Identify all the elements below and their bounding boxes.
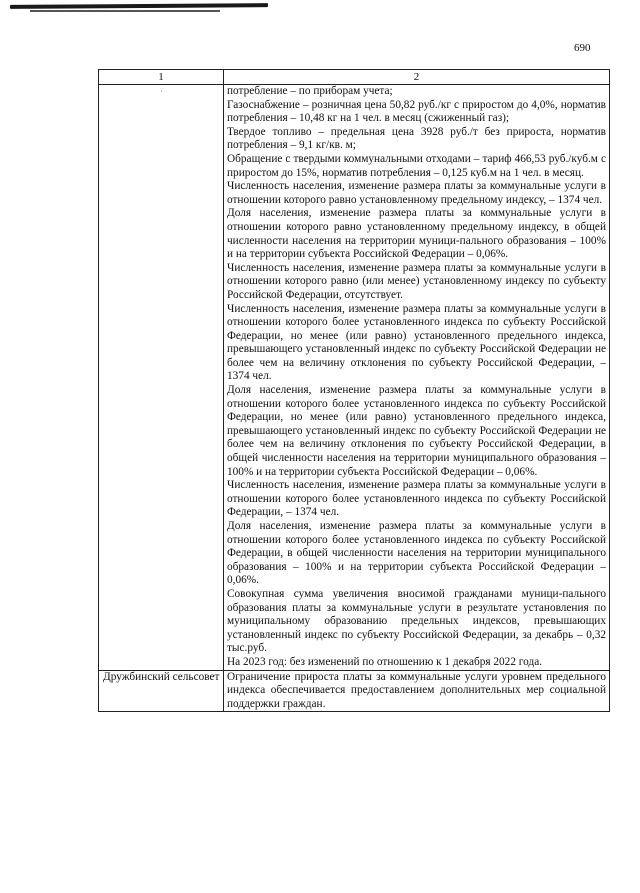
table-header-row [99,70,610,85]
paragraph: На 2023 год: без изменений по отношению к 1 декабря 2022 года. [227,655,543,668]
paragraph: Численность населения, изменение размера платы за коммунальные услуги в отношении которого более установленного индекса по субъекту Российской Федерации, но менее (или равно) установленного предельного индекса, превышающего установленный индекс по субъекту Российской Федерации не более чем на величину отклонения по субъекту Российской Федерации, – 1374 чел. [227,302,606,383]
paragraph: Численность населения, изменение размера платы за коммунальные услуги в отношении которого равно (или менее) установленному индексу по субъекту Российской Федерации, отсутствует. [227,261,606,301]
scan-dot: · [160,86,163,96]
paragraph: Газоснабжение – розничная цена 50,82 руб./кг с приростом до 4,0%, норматив потребления – 10,48 кг на 1 чел. в месяц (сжиженный газ); [227,98,606,125]
municipality-cell: Дружбинский сельсовет [99,670,224,712]
municipality-cell [99,85,224,671]
column-header: 2 [224,70,610,85]
table-row [99,670,610,712]
paragraph: Обращение с твердыми коммунальными отходами – тариф 466,53 руб./куб.м с приростом до 15%, норматив потребления – 0,125 куб.м на 1 чел. в месяц. [227,152,606,179]
paragraph: Твердое топливо – предельная цена 3928 руб./т без прироста, норматив потребления – 9,1 кг/кв. м; [227,125,606,152]
paragraph: Численность населения, изменение размера платы за коммунальные услуги в отношении которого более установленного индекса по субъекту Российской Федерации, – 1374 чел. [227,479,606,519]
paragraph: Ограничение прироста платы за коммунальные услуги уровнем предельного индекса обеспечивается предоставлением дополнительных мер социальной поддержки граждан. [227,670,606,710]
content-table [98,69,610,712]
paragraph: Численность населения, изменение размера платы за коммунальные услуги в отношении которого равно установленному предельному индексу, – 1374 чел. [227,180,606,206]
description-cell [224,670,610,712]
description-cell [224,85,610,671]
table-row [99,85,610,671]
paragraph: Совокупная сумма увеличения вносимой гражданами муници-пального образования платы за коммунальные услуги в результате установления по муниципальному образованию предельных индексов, превышающих установленный индекс по субъекту Российской Федерации, за декабрь – 0,32 тыс.руб. [227,587,606,655]
paragraph: Доля населения, изменение размера платы за коммунальные услуги в отношении которого равно установленному предельному индексу, в общей численности населения на территории муници-пального образования – 100% и на территории субъекта Российской Федерации – 0,06%. [227,207,606,261]
page-number: 690 [574,42,591,54]
paragraph: Доля населения, изменение размера платы за коммунальные услуги в отношении которого более установленного индекса по субъекту Российской Федерации, в общей численности населения на территории муниципального образования – 100% и на территории субъекта Российской Федерации – 0,06%. [227,520,606,587]
paragraph: Доля населения, изменение размера платы за коммунальные услуги в отношении которого более установленного индекса по субъекту Российской Федерации, но менее (или равно) установленного предельного индекса, превышающего установленный индекс по субъекту Российской Федерации не более чем на величину отклонения по субъекту Российской Федерации, в общей численности населения на территории муниципального образования – 100% и на территории субъекта Российской Федерации – 0,06%. [227,384,606,478]
paragraph: потребление – по приборам учета; [227,85,393,97]
scan-artifact [30,10,220,12]
scan-artifact [10,3,268,9]
column-header: 1 [99,70,224,85]
